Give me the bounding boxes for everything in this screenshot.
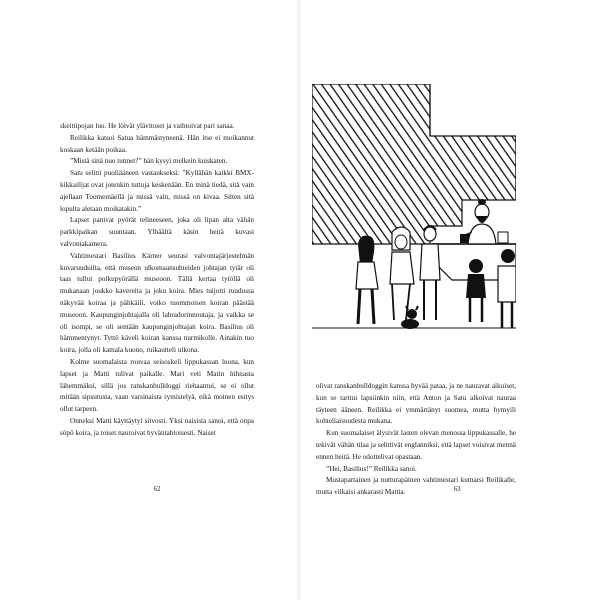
paragraph: Vahtimestari Basilius Kärner seurasi valvontajärjestelmän kuvaruuduilta, että museon ulkomaansuhteiden johtajan tytär oli taas tullut polkupyörällä museoon. Tällä kertaa tytöllä oli mukanaan joukko kavereita ja joku koira. Mies tuijotti ruudussa näkyvää koiraa ja pähkäili, voiko tuommoisen koiran päästää museoon. Kaupunginjohtajalla oli labradorinnoutaja, ja vaikka se oli isompi, se oli sentään kaupunginjohtajan koira. Basilius oli hämmentynyt. Tyttö käveli koiran kanssa nurmikolle. Ainakin tuo koira, jolla oli kamala kuono, ruikautteli ulkona. <box>60 251 254 355</box>
paragraph: Satu selitti puoliääneen vastaukseksi: ”Kyllähän kaikki BMX-kikkailijat ovat jotenkin tuttuja keskenään. En minä tiedä, sitä vain ajellaan Toomemäellä ja missä vain, missä on kivaa. Sitten sitä lopulta aletaan moikatakin.” <box>60 169 254 213</box>
paragraph: olivat ranskanbulldoggin kanssa hyvää pataa, ja ne nauravat aikuiset, kun se tarttui lapsiinkin niin, että Anton ja Satu alkoivat nauraa täyteen ääneen. Reilikka ei ymmärtänyt suomea, mutta hymyili kohteliaisuudesta mukana. <box>316 382 516 426</box>
paragraph: Lapset panivat pyörät telineeseen, joka oli lipan alta vähän parkkipaikan suuntaan. Ylhäältä käsin heitä kuvasi valvontakamera. <box>60 216 254 248</box>
right-page-text <box>316 381 516 499</box>
page-number-left: 62 <box>153 485 161 493</box>
girl-figure-2 <box>390 227 414 320</box>
paragraph: ”Mistä sinä nuo tunnet?” hän kysyi melkein kuiskaten. <box>70 157 228 166</box>
bulldog-figure <box>401 306 419 329</box>
paragraph: skeittipojan luo. He löivät ylävitoset ja vaihtoivat pari sanaa. <box>60 122 235 130</box>
right-page <box>300 0 600 600</box>
girl-figure-1 <box>356 236 378 324</box>
museum-ticket-desk-illustration <box>312 84 516 340</box>
paragraph: Reilikka katsoi Satua hämmästyneenä. Hän itse ei moikannut koskaan ketään poikaa. <box>60 133 254 154</box>
paragraph: Mustapartainen ja nutturapäinen vahtimestari kumarsi Reilikalle, mutta vilkaisi ankarasti Mattia. <box>316 476 516 497</box>
page-number-right: 63 <box>453 485 461 493</box>
paragraph: Onneksi Matti käyttäytyi siivosti. Yksi naisista sanoi, että onpa söpö koira, ja toiset nauroivat hyväntahtoisesti. Naiset <box>60 416 254 437</box>
left-page-text <box>60 121 254 440</box>
paragraph: Kun suomalaiset älysivät lasten olevan menossa lippukassalle, he tekivät vähän tilaa ja selittivät englanniksi, että lapset voisivat mennä ennen heitä. He odottelivat opastaan. <box>316 429 516 461</box>
paragraph: Kolme suomalaista rouvaa seisoskeli lippukassan luona, kun lapset ja Matti tulivat paikalle. Mari veti Matin hihnasta lähemmäksi, sillä jos ranskanbulldoggi riehaantui, se ei ollut mitään sipsutusta, vaan varsinaista rymistelyä, eikä moinen esitys ollut tarpeen. <box>60 357 254 414</box>
paragraph: ”Hei, Basilius!” Reilikka sanoi. <box>326 464 417 473</box>
